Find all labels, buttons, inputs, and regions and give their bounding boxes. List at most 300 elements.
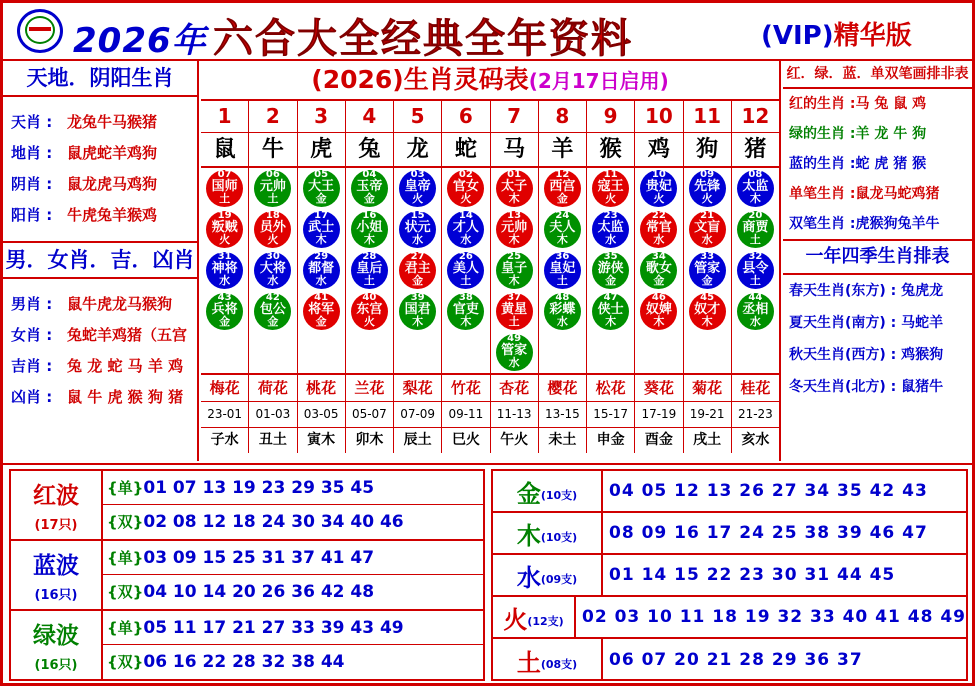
ball-title: 元帅 bbox=[259, 179, 286, 194]
ball-title: 美人 bbox=[452, 261, 479, 276]
right-row-label: 双笔生肖 : bbox=[789, 216, 856, 232]
time-cell: 23-01 bbox=[201, 402, 249, 427]
ball-title: 都督 bbox=[308, 261, 335, 276]
ball-title: 夫人 bbox=[549, 220, 576, 235]
time-cell: 15-17 bbox=[587, 402, 635, 427]
ball-title: 国师 bbox=[211, 179, 238, 194]
wave-name-cell bbox=[11, 541, 103, 609]
left-row-value: 鼠虎蛇羊鸡狗 bbox=[67, 144, 158, 162]
time-cell: 03-05 bbox=[298, 402, 346, 427]
ball-cell[interactable] bbox=[732, 209, 779, 250]
lucky-ball[interactable] bbox=[254, 252, 291, 289]
right-row-value: 鼠龙马蛇鸡猪 bbox=[855, 186, 940, 202]
flower-cell: 桃花 bbox=[298, 375, 346, 401]
wave-odd-numbers: 05 11 17 21 27 33 39 43 49 bbox=[143, 618, 404, 638]
left-row-value: 龙兔牛马猴猪 bbox=[67, 113, 158, 131]
ball-cell[interactable] bbox=[394, 250, 441, 291]
ball-element: 火 bbox=[412, 192, 424, 205]
wave-row bbox=[11, 471, 483, 541]
wave-name-cell bbox=[11, 611, 103, 681]
ball-number: 01 bbox=[507, 169, 522, 180]
ball-element: 水 bbox=[749, 315, 761, 328]
wave-count: (17只) bbox=[34, 518, 78, 533]
flower-cell: 杏花 bbox=[491, 375, 539, 401]
ball-cell[interactable] bbox=[249, 250, 296, 291]
ball-number: 34 bbox=[651, 251, 666, 262]
ball-title: 玉帝 bbox=[356, 179, 383, 194]
lucky-ball[interactable] bbox=[303, 170, 340, 207]
lucky-ball[interactable] bbox=[206, 293, 243, 330]
left-row-label: 女肖 : bbox=[11, 326, 53, 344]
ball-number: 37 bbox=[507, 292, 522, 303]
ball-title: 侠士 bbox=[597, 302, 624, 317]
ball-element: 火 bbox=[460, 192, 472, 205]
zodiac-column-龙 bbox=[394, 168, 442, 373]
wave-even-tag: {双} bbox=[107, 653, 144, 671]
lucky-ball[interactable] bbox=[399, 211, 436, 248]
ball-element: 木 bbox=[460, 315, 472, 328]
ball-number: 04 bbox=[362, 169, 377, 180]
flower-cell: 葵花 bbox=[635, 375, 683, 401]
left-row-value: 牛虎兔羊猴鸡 bbox=[67, 206, 158, 224]
ball-element: 木 bbox=[412, 315, 424, 328]
brand-logo-icon bbox=[17, 7, 67, 55]
zodiac-header: 龙 bbox=[394, 133, 442, 166]
element-cell: 子水 bbox=[201, 428, 249, 453]
wave-even-numbers: 04 10 14 20 26 36 42 48 bbox=[143, 582, 375, 602]
lucky-ball[interactable] bbox=[351, 252, 388, 289]
lucky-ball[interactable] bbox=[351, 170, 388, 207]
ball-cell[interactable] bbox=[442, 168, 489, 209]
lucky-ball[interactable] bbox=[303, 293, 340, 330]
zodiac-header: 鸡 bbox=[635, 133, 683, 166]
ball-title: 大将 bbox=[259, 261, 286, 276]
time-row bbox=[201, 402, 779, 428]
zodiac-header-row bbox=[201, 133, 779, 168]
wave-even-tag: {双} bbox=[107, 583, 144, 601]
ball-cell[interactable] bbox=[491, 332, 538, 373]
wave-count: (16只) bbox=[34, 588, 78, 603]
lucky-ball[interactable] bbox=[351, 293, 388, 330]
ball-cell[interactable] bbox=[249, 291, 296, 332]
element-cell: 巳火 bbox=[442, 428, 490, 453]
zodiac-column-鼠 bbox=[201, 168, 249, 373]
ball-title: 大王 bbox=[308, 179, 335, 194]
ball-cell[interactable] bbox=[442, 291, 489, 332]
flower-cell: 松花 bbox=[587, 375, 635, 401]
time-cell: 07-09 bbox=[394, 402, 442, 427]
ball-cell[interactable] bbox=[298, 209, 345, 250]
wave-name: 红波 bbox=[33, 483, 79, 509]
wave-odd-tag: {单} bbox=[107, 619, 144, 637]
ball-number: 35 bbox=[603, 251, 618, 262]
zodiac-column-虎 bbox=[298, 168, 346, 373]
center-panel bbox=[201, 61, 781, 461]
wave-row bbox=[11, 541, 483, 611]
ball-title: 兵将 bbox=[211, 302, 238, 317]
ball-cell[interactable] bbox=[539, 168, 586, 209]
ball-element: 土 bbox=[363, 274, 375, 287]
left-row-value: 鼠牛虎龙马猴狗 bbox=[67, 295, 173, 313]
lucky-ball[interactable] bbox=[689, 211, 726, 248]
ball-cell[interactable] bbox=[587, 209, 634, 250]
ball-title: 皇子 bbox=[501, 261, 528, 276]
lucky-ball[interactable] bbox=[399, 293, 436, 330]
ball-element: 水 bbox=[508, 356, 520, 369]
ball-cell[interactable] bbox=[394, 168, 441, 209]
ball-cell[interactable] bbox=[635, 250, 682, 291]
ball-number: 13 bbox=[507, 210, 522, 221]
column-number: 1 bbox=[201, 101, 249, 132]
ball-title: 国君 bbox=[404, 302, 431, 317]
lucky-ball[interactable] bbox=[640, 170, 677, 207]
ball-cell[interactable] bbox=[635, 291, 682, 332]
ball-element: 金 bbox=[267, 315, 279, 328]
lucky-ball[interactable] bbox=[254, 293, 291, 330]
ball-number: 11 bbox=[603, 169, 618, 180]
ball-cell[interactable] bbox=[491, 291, 538, 332]
ball-title: 县令 bbox=[742, 261, 769, 276]
lucky-ball[interactable] bbox=[737, 293, 774, 330]
ball-cell[interactable] bbox=[635, 209, 682, 250]
ball-number: 05 bbox=[314, 169, 329, 180]
left-row-value: 兔 龙 蛇 马 羊 鸡 bbox=[67, 357, 184, 375]
lucky-ball[interactable] bbox=[592, 211, 629, 248]
element-table-row bbox=[493, 471, 966, 513]
lucky-ball[interactable] bbox=[206, 211, 243, 248]
right-row bbox=[783, 209, 972, 239]
ball-cell[interactable] bbox=[587, 168, 634, 209]
ball-cell[interactable] bbox=[684, 250, 731, 291]
header bbox=[3, 3, 972, 61]
ball-number: 45 bbox=[700, 292, 715, 303]
flower-cell: 兰花 bbox=[346, 375, 394, 401]
lucky-ball[interactable] bbox=[737, 252, 774, 289]
left-row-label: 天肖 : bbox=[11, 113, 53, 131]
ball-title: 皇妃 bbox=[549, 261, 576, 276]
left-row-value: 兔蛇羊鸡猪（五宫 bbox=[67, 326, 188, 344]
ball-cell[interactable] bbox=[346, 209, 393, 250]
ball-cell[interactable] bbox=[587, 291, 634, 332]
ball-title: 游侠 bbox=[597, 261, 624, 276]
zodiac-header: 狗 bbox=[684, 133, 732, 166]
wave-table bbox=[9, 469, 485, 681]
ball-number: 38 bbox=[458, 292, 473, 303]
ball-cell[interactable] bbox=[201, 209, 248, 250]
ball-element: 金 bbox=[363, 192, 375, 205]
ball-element: 水 bbox=[556, 315, 568, 328]
lucky-ball[interactable] bbox=[399, 170, 436, 207]
ball-title: 太子 bbox=[501, 179, 528, 194]
ball-element: 水 bbox=[605, 233, 617, 246]
lucky-ball[interactable] bbox=[496, 334, 533, 371]
column-number: 3 bbox=[298, 101, 346, 132]
element-numbers: 06 07 20 21 28 29 36 37 bbox=[609, 650, 863, 670]
lucky-ball[interactable] bbox=[447, 211, 484, 248]
ball-cell[interactable] bbox=[491, 250, 538, 291]
ball-element: 土 bbox=[460, 274, 472, 287]
lucky-ball[interactable] bbox=[496, 211, 533, 248]
wave-even-numbers: 06 16 22 28 32 38 44 bbox=[143, 652, 345, 672]
column-number-row bbox=[201, 101, 779, 133]
lucky-ball[interactable] bbox=[737, 211, 774, 248]
element-cell: 戌土 bbox=[684, 428, 732, 453]
zodiac-column-羊 bbox=[539, 168, 587, 373]
ball-cell[interactable] bbox=[635, 168, 682, 209]
element-cell: 寅木 bbox=[298, 428, 346, 453]
ball-cell[interactable] bbox=[587, 250, 634, 291]
lucky-ball[interactable] bbox=[303, 252, 340, 289]
ball-cell[interactable] bbox=[298, 291, 345, 332]
ball-element: 金 bbox=[556, 192, 568, 205]
flower-cell: 梨花 bbox=[394, 375, 442, 401]
element-count: (10支) bbox=[540, 531, 578, 544]
lucky-ball[interactable] bbox=[303, 211, 340, 248]
vip-badge bbox=[761, 15, 912, 52]
lucky-ball[interactable] bbox=[447, 293, 484, 330]
lucky-ball[interactable] bbox=[351, 211, 388, 248]
ball-title: 官女 bbox=[452, 179, 479, 194]
lucky-ball[interactable] bbox=[592, 293, 629, 330]
ball-cell[interactable] bbox=[201, 168, 248, 209]
ball-title: 文盲 bbox=[694, 220, 721, 235]
ball-element: 水 bbox=[653, 233, 665, 246]
ball-title: 皇后 bbox=[356, 261, 383, 276]
ball-cell[interactable] bbox=[539, 291, 586, 332]
left-row bbox=[3, 382, 197, 413]
element-table-row bbox=[493, 555, 966, 597]
ball-number: 19 bbox=[217, 210, 232, 221]
lucky-ball[interactable] bbox=[496, 293, 533, 330]
zodiac-column-马 bbox=[491, 168, 539, 373]
right-row bbox=[783, 89, 972, 119]
zodiac-header: 虎 bbox=[298, 133, 346, 166]
column-number: 6 bbox=[442, 101, 490, 132]
element-name: 水 bbox=[516, 563, 541, 592]
vip-suffix: 精华版 bbox=[833, 21, 912, 51]
zodiac-column-蛇 bbox=[442, 168, 490, 373]
ball-number: 17 bbox=[314, 210, 329, 221]
ball-title: 管家 bbox=[501, 343, 528, 358]
ball-element: 水 bbox=[701, 233, 713, 246]
ball-cell[interactable] bbox=[201, 291, 248, 332]
time-cell: 19-21 bbox=[684, 402, 732, 427]
center-title-main: (2026)生肖灵码表 bbox=[311, 65, 529, 94]
element-name-cell bbox=[493, 513, 603, 553]
ball-element: 木 bbox=[653, 315, 665, 328]
lucky-ball[interactable] bbox=[640, 252, 677, 289]
ball-title: 元帅 bbox=[501, 220, 528, 235]
center-title bbox=[201, 61, 779, 101]
ball-number: 30 bbox=[265, 251, 280, 262]
ball-element: 木 bbox=[508, 192, 520, 205]
right-row bbox=[783, 179, 972, 209]
ball-title: 奴才 bbox=[694, 302, 721, 317]
ball-number: 09 bbox=[700, 169, 715, 180]
lucky-ball[interactable] bbox=[447, 170, 484, 207]
right-row-value: 羊 龙 牛 狗 bbox=[855, 126, 927, 142]
ball-cell[interactable] bbox=[394, 291, 441, 332]
lucky-ball[interactable] bbox=[544, 170, 581, 207]
right-row-value: 马 兔 鼠 鸡 bbox=[855, 96, 927, 112]
ball-title: 皇帝 bbox=[404, 179, 431, 194]
ball-number: 32 bbox=[748, 251, 763, 262]
ball-number: 20 bbox=[748, 210, 763, 221]
lucky-number-grid bbox=[201, 168, 779, 373]
zodiac-header: 猪 bbox=[744, 137, 767, 162]
right-row bbox=[783, 149, 972, 179]
left-row bbox=[3, 200, 197, 231]
lucky-ball[interactable] bbox=[447, 252, 484, 289]
lucky-ball[interactable] bbox=[206, 252, 243, 289]
lucky-ball[interactable] bbox=[737, 170, 774, 207]
ball-title: 商贾 bbox=[742, 220, 769, 235]
lucky-ball[interactable] bbox=[544, 252, 581, 289]
ball-cell[interactable] bbox=[491, 209, 538, 250]
ball-cell[interactable] bbox=[732, 291, 779, 332]
zodiac-header: 马 bbox=[491, 133, 539, 166]
ball-cell[interactable] bbox=[491, 168, 538, 209]
wave-odd-numbers: 03 09 15 25 31 37 41 47 bbox=[143, 548, 375, 568]
element-cell: 申金 bbox=[587, 428, 635, 453]
ball-number: 36 bbox=[555, 251, 570, 262]
ball-number: 28 bbox=[362, 251, 377, 262]
ball-title: 官吏 bbox=[452, 302, 479, 317]
ball-cell[interactable] bbox=[298, 250, 345, 291]
ball-element: 土 bbox=[749, 274, 761, 287]
ball-title: 奴婢 bbox=[645, 302, 672, 317]
ball-cell[interactable] bbox=[346, 250, 393, 291]
ball-title: 武士 bbox=[308, 220, 335, 235]
lucky-ball[interactable] bbox=[254, 211, 291, 248]
lucky-ball[interactable] bbox=[206, 170, 243, 207]
ball-element: 水 bbox=[315, 274, 327, 287]
left-row-value: 鼠 牛 虎 猴 狗 猪 bbox=[67, 388, 184, 406]
ball-cell[interactable] bbox=[201, 250, 248, 291]
element-numbers: 04 05 12 13 26 27 34 35 42 43 bbox=[609, 481, 928, 501]
zodiac-column-猪 bbox=[732, 168, 779, 373]
lucky-ball[interactable] bbox=[399, 252, 436, 289]
lucky-ball[interactable] bbox=[544, 211, 581, 248]
ball-element: 木 bbox=[508, 274, 520, 287]
flower-cell: 荷花 bbox=[249, 375, 297, 401]
flower-cell: 桂花 bbox=[740, 379, 771, 397]
lucky-ball[interactable] bbox=[689, 170, 726, 207]
ball-element: 金 bbox=[605, 274, 617, 287]
ball-cell[interactable] bbox=[684, 168, 731, 209]
lucky-ball[interactable] bbox=[592, 170, 629, 207]
ball-cell[interactable] bbox=[249, 168, 296, 209]
left-row-label: 男肖 : bbox=[11, 295, 53, 313]
ball-cell[interactable] bbox=[298, 168, 345, 209]
ball-number: 21 bbox=[700, 210, 715, 221]
wave-odd-line bbox=[103, 611, 483, 645]
lucky-ball[interactable] bbox=[496, 170, 533, 207]
lucky-ball[interactable] bbox=[592, 252, 629, 289]
ball-element: 木 bbox=[556, 233, 568, 246]
ball-cell[interactable] bbox=[684, 291, 731, 332]
ball-cell[interactable] bbox=[732, 168, 779, 209]
element-cell: 卯木 bbox=[346, 428, 394, 453]
element-name-cell bbox=[493, 639, 603, 681]
ball-cell[interactable] bbox=[539, 209, 586, 250]
zodiac-column-牛 bbox=[249, 168, 297, 373]
lucky-ball[interactable] bbox=[640, 293, 677, 330]
ball-number: 08 bbox=[748, 169, 763, 180]
ball-number: 12 bbox=[555, 169, 570, 180]
ball-cell[interactable] bbox=[684, 209, 731, 250]
left-panel-title: 天地．阴阳生肖 bbox=[3, 61, 197, 97]
right-panel bbox=[783, 61, 972, 461]
lucky-ball[interactable] bbox=[496, 252, 533, 289]
wave-row bbox=[11, 611, 483, 681]
ball-number: 03 bbox=[410, 169, 425, 180]
left-row bbox=[3, 351, 197, 382]
flower-cell: 梅花 bbox=[201, 375, 249, 401]
element-count: (09支) bbox=[540, 573, 578, 586]
time-cell: 11-13 bbox=[491, 402, 539, 427]
lucky-ball[interactable] bbox=[544, 293, 581, 330]
ball-number: 24 bbox=[555, 210, 570, 221]
zodiac-header: 鼠 bbox=[201, 133, 249, 166]
left-row bbox=[3, 289, 197, 320]
lucky-ball[interactable] bbox=[689, 293, 726, 330]
ball-cell[interactable] bbox=[442, 209, 489, 250]
wave-even-line bbox=[103, 575, 483, 609]
element-name-cell bbox=[493, 597, 576, 637]
ball-number: 02 bbox=[458, 169, 473, 180]
ball-element: 木 bbox=[363, 233, 375, 246]
ball-cell[interactable] bbox=[394, 209, 441, 250]
ball-element: 木 bbox=[315, 233, 327, 246]
lucky-ball[interactable] bbox=[689, 252, 726, 289]
ball-cell[interactable] bbox=[346, 291, 393, 332]
element-cell: 亥水 bbox=[741, 432, 770, 448]
ball-number: 43 bbox=[217, 292, 232, 303]
ball-cell[interactable] bbox=[442, 250, 489, 291]
right-title-text: 红．绿．蓝．单双笔画排非表 bbox=[786, 66, 969, 82]
element-name: 木 bbox=[516, 521, 541, 550]
right-row-value: 虎猴狗兔羊牛 bbox=[855, 216, 940, 232]
ball-element: 土 bbox=[508, 315, 520, 328]
column-number: 8 bbox=[539, 101, 587, 132]
lucky-ball[interactable] bbox=[640, 211, 677, 248]
year-label: 2026年 bbox=[73, 21, 207, 61]
element-name-cell bbox=[493, 555, 603, 595]
column-number: 10 bbox=[635, 101, 683, 132]
ball-number: 25 bbox=[507, 251, 522, 262]
element-name-cell bbox=[493, 471, 603, 511]
season-row: 春天生肖(东方) : 兔虎龙 bbox=[789, 283, 944, 299]
ball-number: 18 bbox=[265, 210, 280, 221]
ball-element: 水 bbox=[412, 233, 424, 246]
wave-body bbox=[103, 471, 483, 539]
ball-cell[interactable] bbox=[249, 209, 296, 250]
right-row-label: 红的生肖 : bbox=[789, 96, 856, 112]
ball-element: 金 bbox=[315, 315, 327, 328]
ball-number: 14 bbox=[458, 210, 473, 221]
wave-even-tag: {双} bbox=[107, 513, 144, 531]
element-numbers: 02 03 10 11 18 19 32 33 40 41 48 49 bbox=[582, 607, 966, 627]
lucky-ball[interactable] bbox=[254, 170, 291, 207]
ball-cell[interactable] bbox=[346, 168, 393, 209]
right-row bbox=[783, 119, 972, 149]
element-count: (10支) bbox=[540, 489, 578, 502]
ball-cell[interactable] bbox=[539, 250, 586, 291]
ball-title: 才人 bbox=[452, 220, 479, 235]
flower-cell: 菊花 bbox=[684, 375, 732, 401]
ball-cell[interactable] bbox=[732, 250, 779, 291]
